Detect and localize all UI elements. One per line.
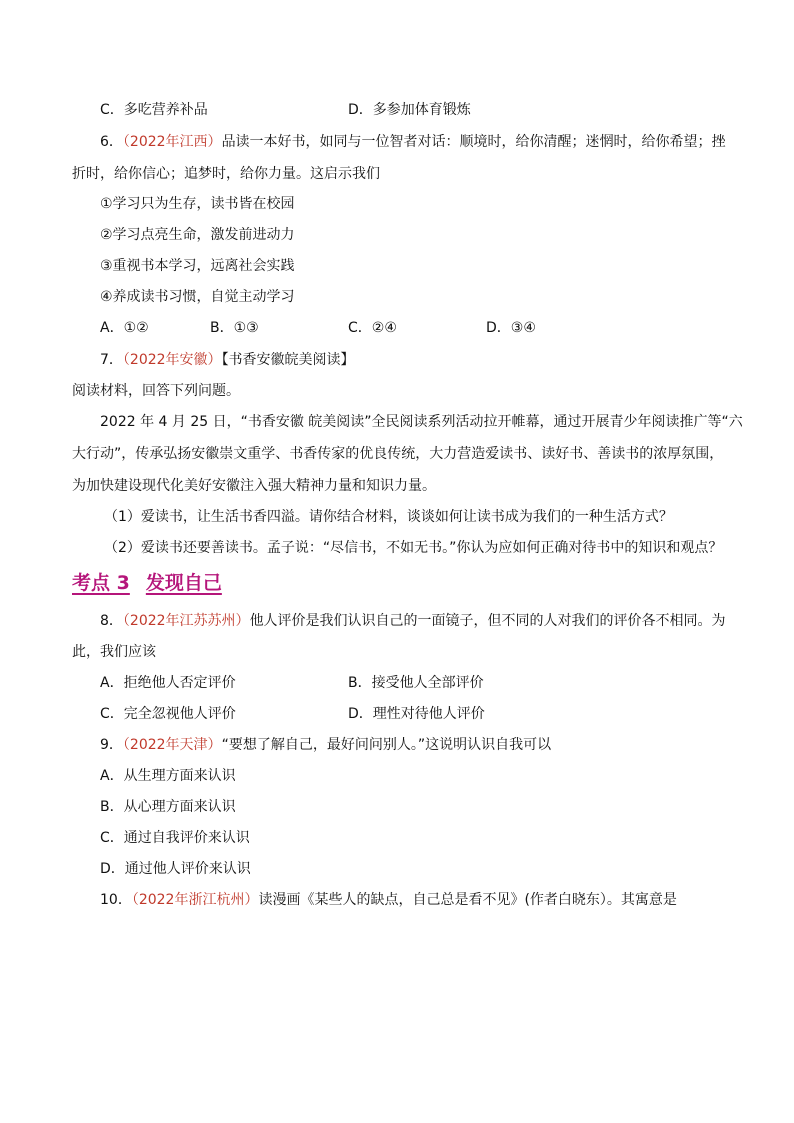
q9-number: 9． bbox=[100, 737, 123, 753]
q7-header bbox=[100, 350, 355, 370]
q10-number: 10． bbox=[100, 892, 132, 908]
q6-item-2: ②学习点亮生命，激发前进动力 bbox=[100, 227, 295, 243]
q9-option-b: B．从心理方面来认识 bbox=[100, 799, 236, 815]
q7-material-line-1: 2022 年 4 月 25 日，“书香安徽 皖美阅读”全民阅读系列活动拉开帷幕，通过开展青少年阅读推广等“六 bbox=[100, 414, 743, 430]
q6-option-c: C．②④ bbox=[348, 320, 397, 336]
q9-stem-text: “要想了解自己，最好问问别人。”这说明认识自我可以 bbox=[221, 737, 552, 753]
q8-number: 8． bbox=[100, 613, 123, 629]
section-heading bbox=[72, 570, 222, 596]
q10-stem-text: 读漫画《某些人的缺点，自己总是看不见》(作者白晓东）。其寓意是 bbox=[258, 892, 677, 908]
q6-stem-1: 品读一本好书，如同与一位智者对话：顺境时，给你清醒；迷惘时，给你希望；挫 bbox=[221, 134, 726, 150]
q7-number: 7． bbox=[100, 352, 123, 368]
q8-stem-line-2: 此，我们应该 bbox=[72, 644, 156, 660]
q10-stem bbox=[100, 890, 677, 910]
q6-source: （2022年江西） bbox=[122, 134, 222, 150]
q9-option-d: D．通过他人评价来认识 bbox=[100, 861, 251, 877]
q8-option-a: A．拒绝他人否定评价 bbox=[100, 675, 236, 691]
q7-material-line-2: 大行动”，传承弘扬安徽崇文重学、书香传家的优良传统，大力营造爱读书、读好书、善读书的浓厚氛围， bbox=[72, 446, 724, 462]
q9-source: （2022年天津） bbox=[122, 737, 222, 753]
q5-option-d: D．多参加体育锻炼 bbox=[348, 102, 471, 118]
q8-option-c: C．完全忽视他人评价 bbox=[100, 706, 236, 722]
q7-instruction: 阅读材料，回答下列问题。 bbox=[72, 383, 240, 399]
q8-option-b: B．接受他人全部评价 bbox=[348, 675, 484, 691]
q8-stem-1: 他人评价是我们认识自己的一面镜子，但不同的人对我们的评价各不相同。为 bbox=[249, 613, 726, 629]
section-title: 发现自己 bbox=[145, 572, 222, 594]
q7-subquestion-2: （2）爱读书还要善读书。孟子说：“尽信书，不如无书。”你认为应如何正确对待书中的知识和观点？ bbox=[104, 540, 723, 556]
q8-source: （2022年江苏苏州） bbox=[122, 613, 250, 629]
q9-stem bbox=[100, 735, 551, 755]
q7-subquestion-1: （1）爱读书，让生活书香四溢。请你结合材料，谈谈如何让读书成为我们的一种生活方式？ bbox=[104, 509, 673, 525]
q10-source: （2022年浙江杭州） bbox=[131, 892, 259, 908]
q6-stem-line-2: 折时，给你信心；追梦时，给你力量。这启示我们 bbox=[72, 166, 380, 182]
q8-option-d: D．理性对待他人评价 bbox=[348, 706, 485, 722]
q8-stem-line-1 bbox=[100, 611, 726, 631]
q7-material-line-3: 为加快建设现代化美好安徽注入强大精神力量和知识力量。 bbox=[72, 478, 436, 494]
q7-topic: 【书香安徽皖美阅读】 bbox=[221, 352, 355, 368]
q6-option-b: B．①③ bbox=[210, 320, 259, 336]
q6-option-a: A．①② bbox=[100, 320, 149, 336]
q5-option-c: C．多吃营养补品 bbox=[100, 102, 208, 118]
q6-item-4: ④养成读书习惯，自觉主动学习 bbox=[100, 289, 295, 305]
q6-item-1: ①学习只为生存，读书皆在校园 bbox=[100, 196, 295, 212]
q7-source: （2022年安徽） bbox=[122, 352, 222, 368]
section-label: 考点 3 bbox=[72, 572, 130, 594]
q6-number: 6． bbox=[100, 134, 123, 150]
q6-stem-line-1 bbox=[100, 132, 726, 152]
q9-option-a: A．从生理方面来认识 bbox=[100, 768, 236, 784]
q6-item-3: ③重视书本学习，远离社会实践 bbox=[100, 258, 295, 274]
q9-option-c: C．通过自我评价来认识 bbox=[100, 830, 250, 846]
q6-option-d: D．③④ bbox=[486, 320, 536, 336]
